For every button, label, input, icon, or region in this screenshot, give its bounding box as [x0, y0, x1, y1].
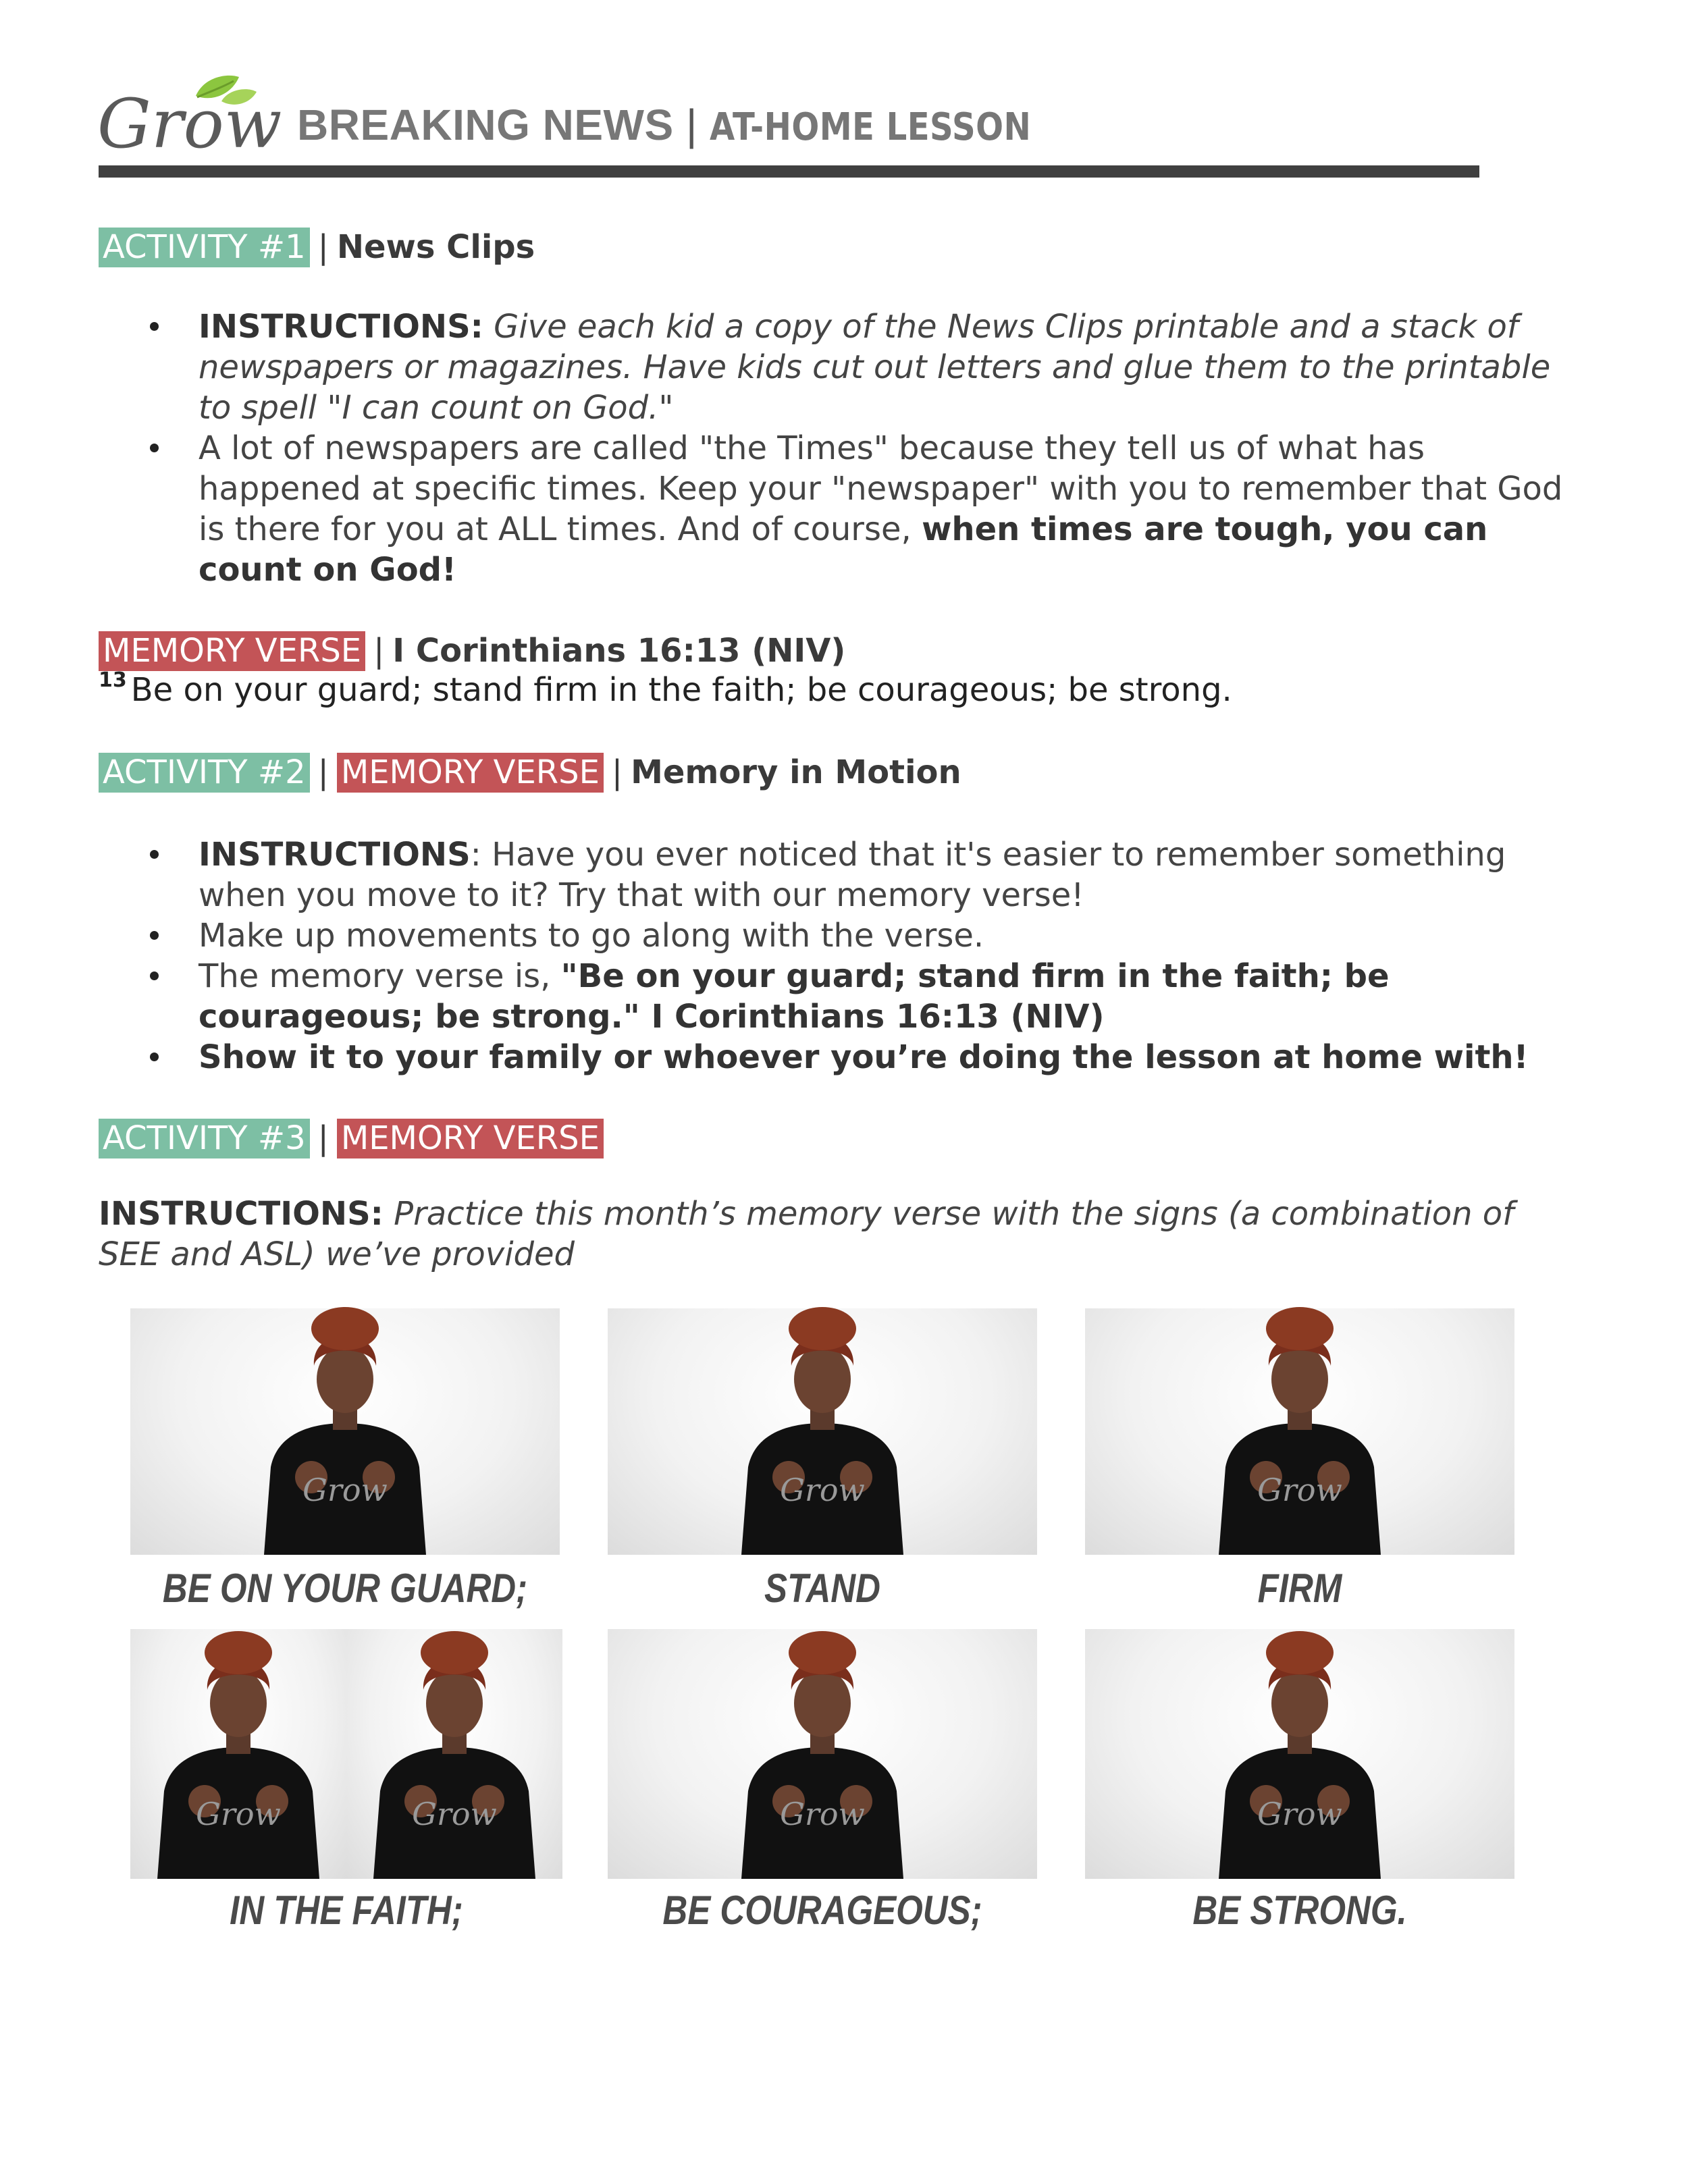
- shirt-logo-text: Grow: [1257, 1472, 1342, 1508]
- bullet-dot: [150, 1053, 159, 1061]
- signer-figure: [1212, 1298, 1388, 1555]
- sign-caption: BE ON YOUR GUARD;: [162, 1566, 528, 1611]
- bullet-text: A lot of newspapers are called "the Times" because they tell us of what has happened at specific times. Keep your "newspaper" with you to remember that God is there for you at ALL times. And of course,: [199, 429, 1563, 548]
- list-item: [0, 915, 1580, 956]
- shirt-logo-text: Grow: [302, 1472, 388, 1508]
- page-header-title: [297, 100, 1084, 150]
- signer-figure: [1212, 1622, 1388, 1879]
- memory-verse-reference: I Corinthians 16:13 (NIV): [392, 632, 846, 670]
- shirt-logo-text: Grow: [780, 1472, 865, 1508]
- activity1-heading: [99, 228, 535, 267]
- list-item: [0, 834, 1580, 915]
- sign-photo-2: [608, 1308, 1037, 1555]
- activity2-tag: ACTIVITY #2: [99, 753, 310, 793]
- activity2-memory-tag: MEMORY VERSE: [337, 753, 604, 793]
- list-item: [0, 428, 1580, 590]
- bullet-dot: [150, 444, 159, 452]
- verse-text: Be on your guard; stand firm in the faith; be courageous; be strong.: [130, 671, 1232, 709]
- activity2-title: Memory in Motion: [631, 753, 961, 791]
- list-item: [0, 1037, 1580, 1077]
- logo-text: Grow: [97, 84, 282, 163]
- shirt-logo-text: Grow: [1257, 1796, 1342, 1832]
- signer-figure: [367, 1622, 542, 1879]
- activity1-tag: ACTIVITY #1: [99, 228, 310, 267]
- activity2-separator-2: |: [611, 753, 623, 791]
- activity3-heading: [99, 1119, 604, 1158]
- sign-photo-4a: [130, 1629, 346, 1879]
- header-title-sub: AT-HOME LESSON: [710, 105, 1032, 149]
- bullet-dot: [150, 322, 159, 331]
- sign-caption: IN THE FAITH;: [230, 1888, 463, 1933]
- sign-photo-6: [1085, 1629, 1514, 1879]
- activity2-list: [0, 834, 1580, 1077]
- activity3-memory-tag: MEMORY VERSE: [337, 1119, 604, 1158]
- shirt-logo-text: Grow: [412, 1796, 497, 1832]
- instructions-text: Practice this month’s memory verse with the signs (a combination of SEE and ASL) we’ve provided: [99, 1195, 1514, 1273]
- activity1-title: News Clips: [336, 228, 535, 266]
- instructions-label: INSTRUCTIONS: [199, 836, 471, 874]
- shirt-logo-text: Grow: [780, 1796, 865, 1832]
- header-title-separator: |: [685, 101, 698, 149]
- signer-figure: [151, 1622, 326, 1879]
- list-item: [0, 956, 1580, 1037]
- sign-caption: STAND: [764, 1566, 880, 1611]
- bullet-bold-text: when times are tough, you can count on God!: [199, 510, 1488, 589]
- activity3-instructions: [99, 1194, 1584, 1275]
- sign-photo-5: [608, 1629, 1037, 1879]
- verse-number: 13: [99, 668, 127, 692]
- activity1-list: [0, 307, 1580, 590]
- signer-figure: [735, 1622, 910, 1879]
- list-item: [0, 307, 1580, 428]
- signer-figure: [257, 1298, 433, 1555]
- bullet-text: Make up movements to go along with the verse.: [199, 917, 984, 955]
- memory-verse-tag: MEMORY VERSE: [99, 631, 365, 671]
- activity3-tag: ACTIVITY #3: [99, 1119, 310, 1158]
- activity2-separator: |: [317, 753, 329, 791]
- header-title-main: BREAKING NEWS: [297, 101, 674, 149]
- memory-verse-text: [99, 668, 1232, 709]
- sign-caption: FIRM: [1257, 1566, 1342, 1611]
- sign-photo-1: [130, 1308, 560, 1555]
- shirt-logo-text: Grow: [196, 1796, 281, 1832]
- bullet-text: The memory verse is,: [199, 957, 561, 995]
- memory-verse-separator: |: [373, 632, 385, 670]
- activity1-separator: |: [317, 228, 329, 266]
- grow-logo: [95, 68, 282, 169]
- sign-caption: BE COURAGEOUS;: [662, 1888, 982, 1933]
- instructions-text: : Have you ever noticed that it's easier to remember something when you move to it? Try that with our memory verse!: [199, 836, 1506, 914]
- bullet-bold-text: "Be on your guard; stand firm in the faith; be courageous; be strong." I Corinthians 16:13 (NIV): [199, 957, 1390, 1036]
- memory-verse-heading: [99, 631, 845, 671]
- signer-figure: [735, 1298, 910, 1555]
- bullet-dot: [150, 971, 159, 980]
- activity3-separator: |: [317, 1119, 329, 1157]
- bullet-dot: [150, 931, 159, 940]
- bullet-dot: [150, 850, 159, 859]
- bullet-bold-text: Show it to your family or whoever you’re doing the lesson at home with!: [199, 1038, 1529, 1076]
- instructions-text: Give each kid a copy of the News Clips printable and a stack of newspapers or magazines. Have kids cut out letters and glue them to the printable to spell "I can count on God.": [199, 308, 1551, 427]
- sign-photo-4b: [346, 1629, 562, 1879]
- instructions-label: INSTRUCTIONS:: [99, 1195, 384, 1233]
- sign-photo-3: [1085, 1308, 1514, 1555]
- instructions-label: INSTRUCTIONS:: [199, 308, 483, 346]
- activity2-heading: [99, 753, 961, 793]
- sign-caption: BE STRONG.: [1192, 1888, 1407, 1933]
- header-rule: [99, 165, 1479, 178]
